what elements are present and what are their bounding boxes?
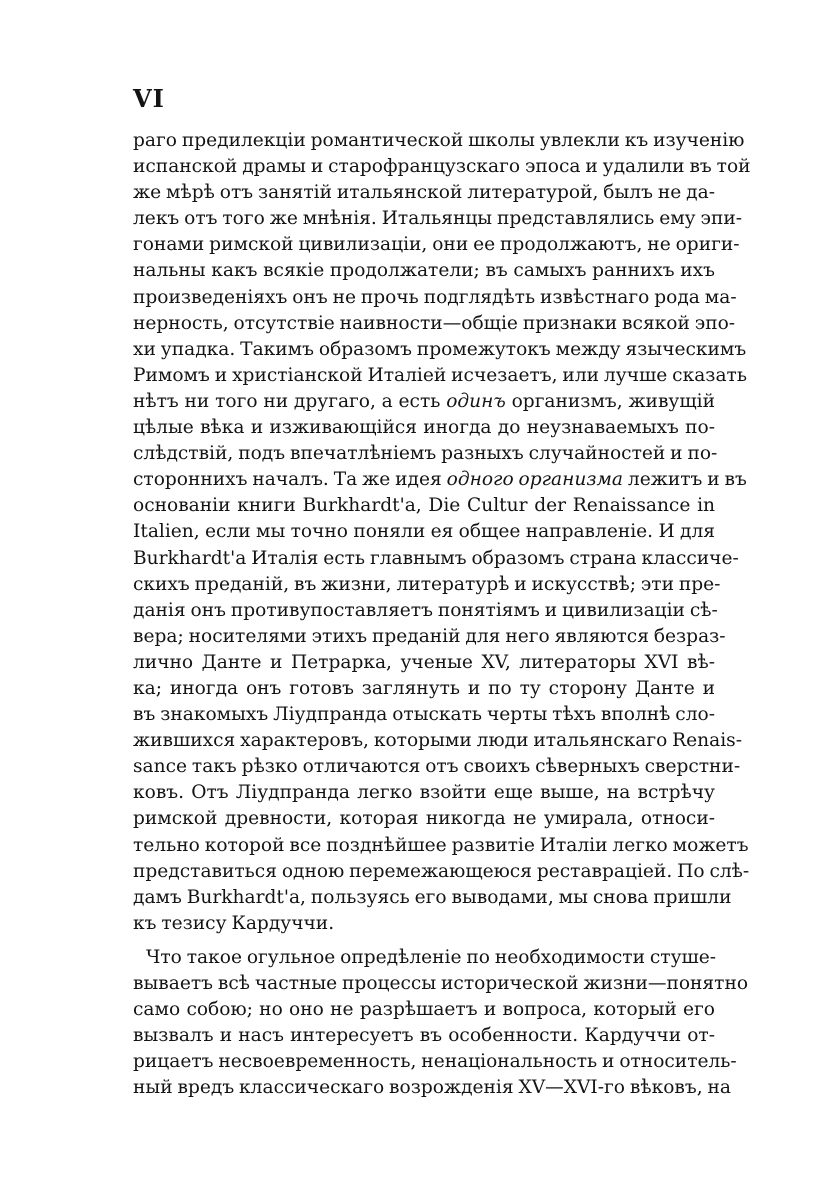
text-line: въ знакомыхъ Ліудпранда отыскать черты тѣхъ вполнѣ сло-	[133, 704, 715, 726]
text-line: данія онъ противупоставляетъ понятіямъ и цивилизаціи сѣ-	[133, 599, 718, 621]
text-line: Burkhardt'а Италія есть главнымъ образомъ страна классиче-	[133, 547, 739, 569]
text-line: ковъ. Отъ Ліудпранда легко взойти еще выше, на встрѣчу	[133, 782, 715, 804]
text-line: рицаетъ несвоевременность, ненаціональность и относитель-	[133, 1051, 737, 1073]
text-line: само собою; но оно не разрѣшаетъ и вопроса, который его	[133, 999, 715, 1021]
text-line: хи упадка. Такимъ образомъ промежутокъ между языческимъ	[133, 338, 747, 360]
text-line: гонами римской цивилизаціи, они ее продолжаютъ, не ориги-	[133, 234, 740, 256]
text-line: цѣлые вѣка и изживающійся иногда до неузнаваемыхъ по-	[133, 417, 715, 439]
page-number: VI	[133, 84, 165, 113]
text-line: нѣтъ ни того ни другаго, а есть одинъ организмъ, живущій	[133, 390, 715, 412]
text-line: къ тезису Кардуччи.	[133, 912, 335, 934]
text-line: Italien, если мы точно поняли ея общее направленіе. И для	[133, 521, 715, 543]
body-text	[133, 128, 751, 1101]
text-line: Что такое огульное опредѣленіе по необходимости стуше-	[146, 946, 717, 968]
text-line: лекъ отъ того же мнѣнія. Итальянцы представлялись ему эпи-	[133, 208, 743, 230]
text-line: основаніи книги Burkhardt'а, Die Cultur der Renaissance in	[133, 495, 715, 517]
text-line: скихъ преданій, въ жизни, литературѣ и искусствѣ; эти пре-	[133, 573, 721, 595]
text-line: раго предилекціи романтической школы увлекли къ изученію	[133, 130, 745, 151]
paragraph-1	[133, 128, 751, 937]
text-line: вываетъ всѣ частные процессы исторической жизни—понятно	[133, 973, 749, 994]
text-line: произведеніяхъ онъ не прочь подглядѣть извѣстнаго рода ма-	[133, 286, 737, 308]
text-line: дамъ Burkhardt'а, пользуясь его выводами, мы снова пришли	[133, 886, 732, 908]
text-line: Римомъ и христіанской Италіей исчезаетъ, или лучше сказать	[133, 364, 747, 386]
text-line: римской древности, которая никогда не умирала, относи-	[133, 808, 715, 830]
text-line: нерность, отсутствіе наивности—общіе признаки всякой эпо-	[133, 312, 736, 334]
text-line: вера; носителями этихъ преданій для него являются безраз-	[133, 625, 726, 647]
text-line: ный вредъ классическаго возрожденія XV—XVI-го вѣковъ, на	[133, 1077, 731, 1099]
paragraph-2	[133, 945, 749, 1102]
text-line: же мѣрѣ отъ занятій итальянской литературой, былъ не да-	[133, 182, 715, 204]
text-line: стороннихъ началъ. Та же идея одного организма лежитъ и въ	[133, 469, 747, 491]
text-line: жившихся характеровъ, которыми люди итальянскаго Renais-	[133, 730, 743, 752]
text-line: тельно которой все позднѣйшее развитіе Италіи легко можетъ	[133, 834, 749, 856]
text-line: представиться одною перемежающеюся реставраціей. По слѣ-	[133, 860, 750, 882]
text-line: вызвалъ и насъ интересуетъ въ особенности. Кардуччи от-	[133, 1025, 715, 1047]
text-line: sance такъ рѣзко отличаются отъ своихъ сѣверныхъ сверстни-	[133, 756, 741, 778]
text-line: лично Данте и Петрарка, ученые XV, литераторы XVI вѣ-	[133, 651, 715, 673]
text-line: слѣдствій, подъ впечатлѣніемъ разныхъ случайностей и по-	[133, 443, 718, 465]
text-line: нальны какъ всякіе продолжатели; въ самыхъ раннихъ ихъ	[133, 260, 715, 282]
text-line: ка; иногда онъ готовъ заглянуть и по ту сторону Данте и	[133, 677, 715, 699]
text-line: испанской драмы и старофранцузскаго эпоса и удалили въ той	[133, 156, 751, 178]
